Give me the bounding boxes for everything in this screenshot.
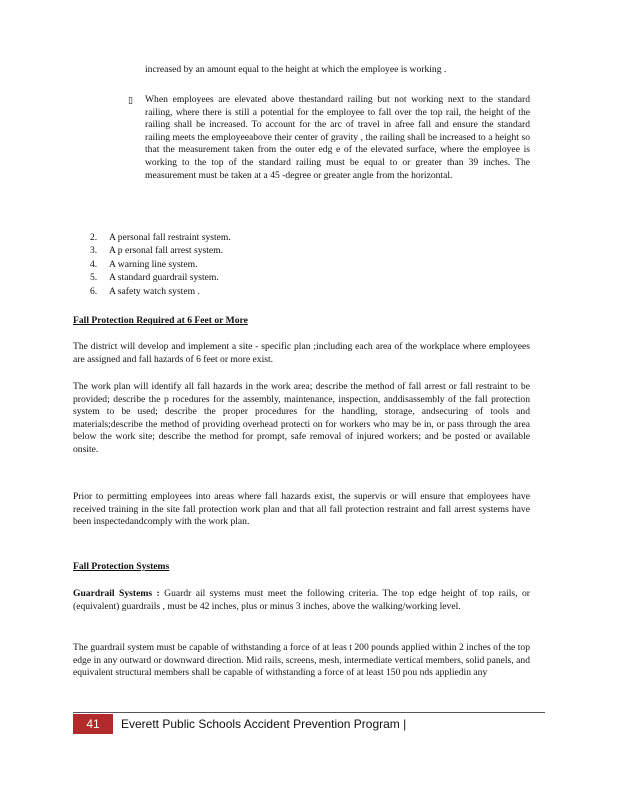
section-heading-fall-protection-systems: Fall Protection Systems xyxy=(73,561,170,572)
footer-title: Everett Public Schools Accident Prevention Program | xyxy=(121,717,407,731)
page-number-badge: 41 xyxy=(73,714,113,734)
numbered-list xyxy=(90,231,390,298)
paragraph-guardrail-force: The guardrail system must be capable of withstanding a force of at leas t 200 pounds applied within 2 inches of the top edge in any outward or downward direction. Mid rails, screens, mesh, intermediate vertical members, solid panels, and equivalent structural members shall be capable of withstanding a force of at least 150 pou nds appliedin any xyxy=(73,642,530,679)
bullet-item xyxy=(128,94,530,182)
list-item: 5. A standard guardrail system. xyxy=(90,272,219,284)
paragraph-prior-to-permitting: Prior to permitting employees into areas where fall hazards exist, the supervis or will ensure that employees have received training in the site fall protection work plan and that all fall protection restraint and fall arrest systems have been inspectedandcomply with the work plan. xyxy=(73,491,530,528)
footer-divider xyxy=(73,712,545,713)
list-item: 6. A safety watch system . xyxy=(90,285,200,297)
paragraph-site-plan: The district will develop and implement a site - specific plan ;including each area of the workplace where employees are assigned and fall hazards of 6 feet or more exist. xyxy=(73,341,530,365)
list-item: 3. A p ersonal fall arrest system. xyxy=(90,245,224,257)
guardrail-text: Guardr ail systems must meet the following criteria. The top edge height of top rails, or (equivalent) guardrails , must be 42 inches, plus or minus 3 inches, above the walking/working level. xyxy=(73,588,530,612)
bullet-text: When employees are elevated above thestandard railing but not working next to the standard railing, where there is still a potential for the employee to fall over the top rail, the height of the railing shall be increased. To account for the arc of travel in afree fall and ensure the standard railing meets the employeeabove their center of gravity , the railing shall be increased to a height so that the measurement taken from the outer edg e of the elevated surface, where the employee is working to the top of the standard railing must be equal to or greater than 39 inches. The measurement must be taken at a 45 -degree or greater angle from the horizontal. xyxy=(145,94,530,181)
continuation-text: increased by an amount equal to the height at which the employee is working . xyxy=(145,64,447,75)
list-item: 4. A warning line system. xyxy=(90,258,198,270)
missing-glyph-box-icon: ▯ xyxy=(128,95,133,105)
paragraph-guardrail-systems xyxy=(73,588,530,613)
section-heading-fall-protection-6-feet: Fall Protection Required at 6 Feet or More xyxy=(73,315,248,326)
guardrail-label: Guardrail Systems : xyxy=(73,588,160,599)
paragraph-work-plan: The work plan will identify all fall hazards in the work area; describe the method of fall arrest or fall restraint to be provided; describe the p rocedures for the assembly, maintenance, inspection, anddisassembly of the fall protection system to be used; describe the proper procedures for the handling, storage, andsecuring of tools and materials;describe the method of providing overhead protecti on for workers who may be in, or pass through the area below the work site; describe the method for prompt, safe removal of injured workers; and be posted or available onsite. xyxy=(73,381,530,455)
list-item: 2. A personal fall restraint system. xyxy=(90,232,231,243)
